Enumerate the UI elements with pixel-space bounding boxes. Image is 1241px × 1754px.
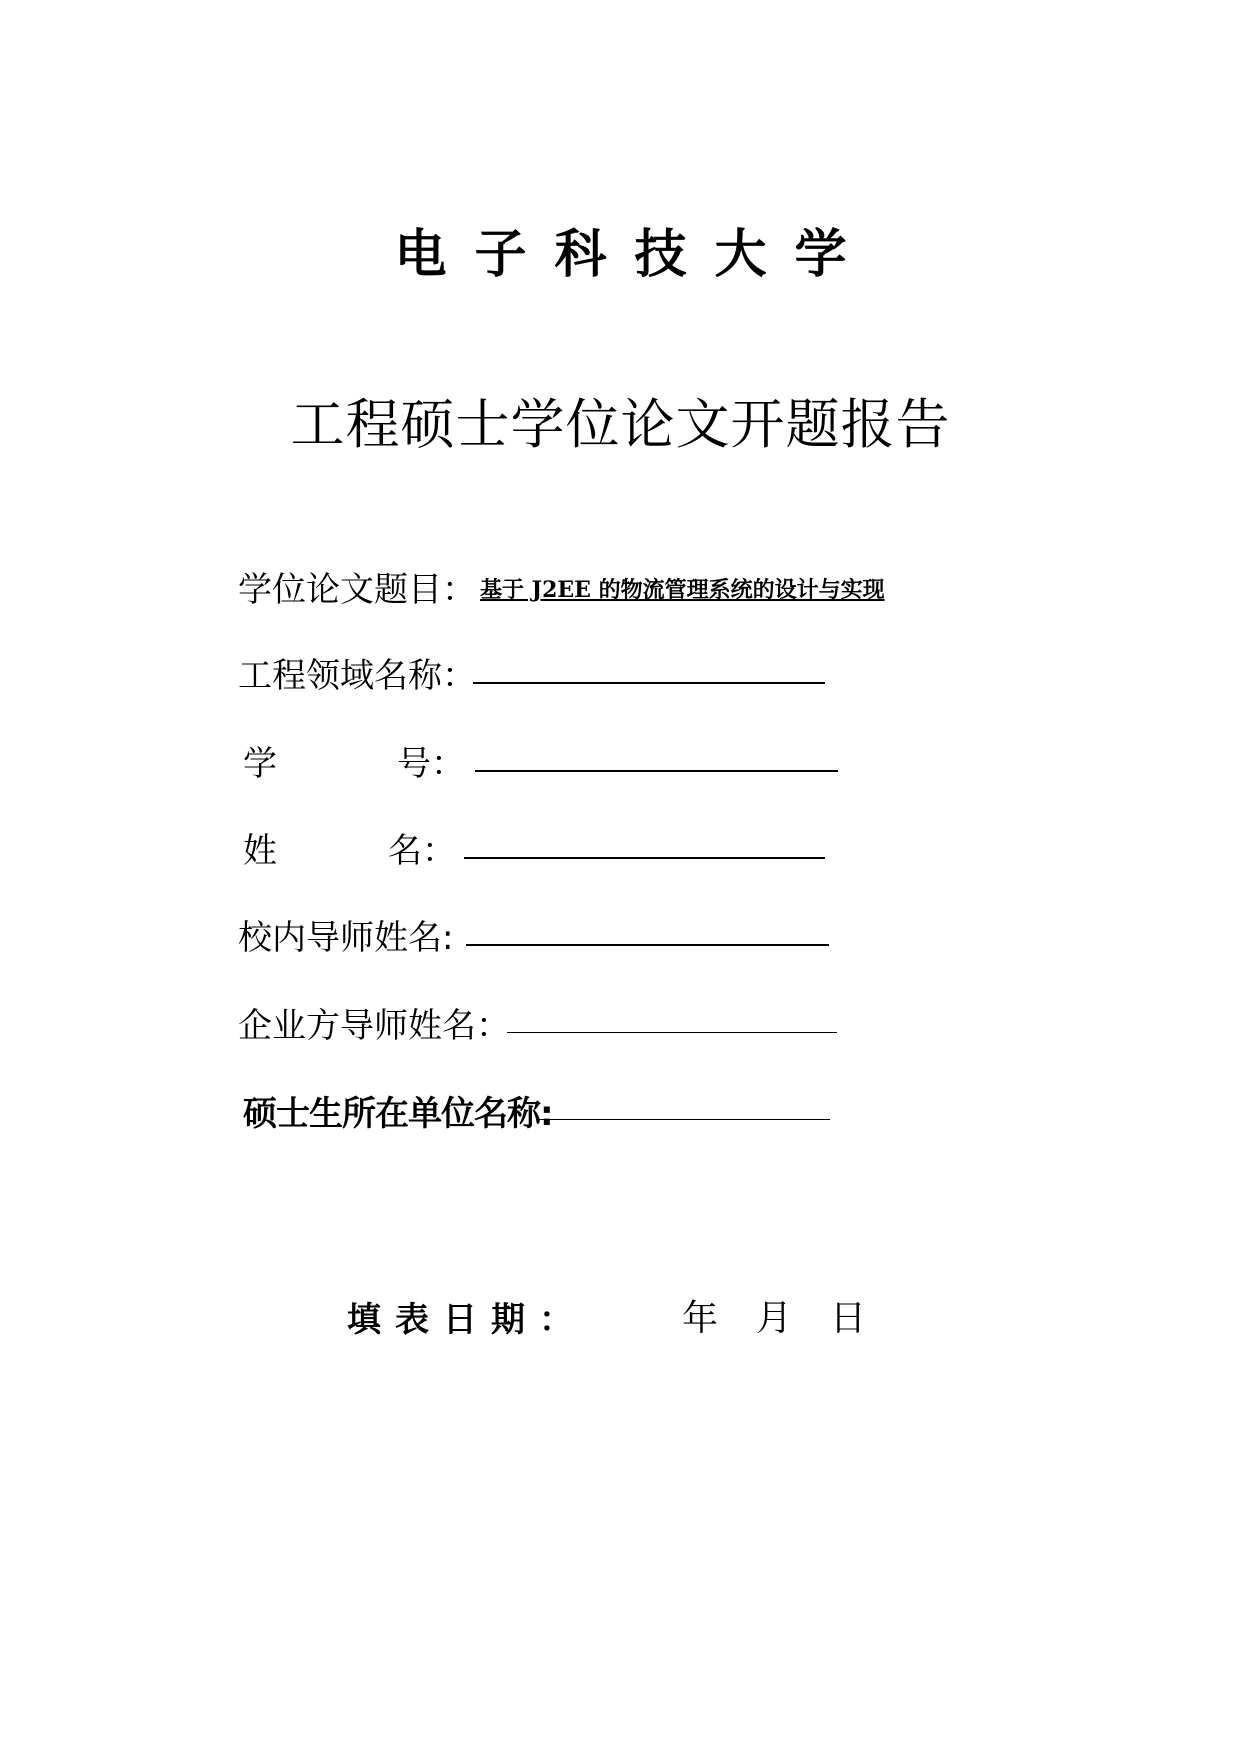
thesis-title-label: 学位论文题目：	[238, 570, 476, 610]
thesis-title-value[interactable]: 基于 J2EE 的物流管理系统的设计与实现	[480, 577, 885, 603]
date-year-label: 年	[682, 1298, 719, 1339]
name-label-part2: 名	[388, 831, 422, 871]
report-title: 工程硕士学位论文开题报告	[290, 393, 951, 456]
company-advisor-label: 企业方导师姓名：	[238, 1006, 510, 1046]
student-id-label-part2: 号	[397, 744, 431, 784]
internal-advisor-input[interactable]	[466, 944, 829, 946]
name-label-part1: 姓	[243, 831, 277, 871]
name-colon: ：	[422, 831, 456, 871]
student-id-colon: ：	[431, 744, 465, 784]
internal-advisor-label: 校内导师姓名:	[238, 918, 454, 958]
date-day-label: 日	[830, 1298, 867, 1339]
university-name: 电子科技大学	[394, 224, 875, 285]
fill-date-label: 填表日期：	[347, 1300, 587, 1340]
student-id-label-part1: 学	[243, 744, 277, 784]
name-input[interactable]	[464, 857, 825, 859]
employer-input[interactable]	[536, 1119, 830, 1120]
date-month-label: 月	[756, 1298, 793, 1339]
employer-label: 硕士生所在单位名称:	[243, 1094, 553, 1134]
engineering-field-label: 工程领域名称：	[238, 656, 476, 696]
company-advisor-input[interactable]	[507, 1032, 837, 1033]
engineering-field-input[interactable]	[473, 682, 825, 684]
student-id-input[interactable]	[475, 770, 838, 772]
